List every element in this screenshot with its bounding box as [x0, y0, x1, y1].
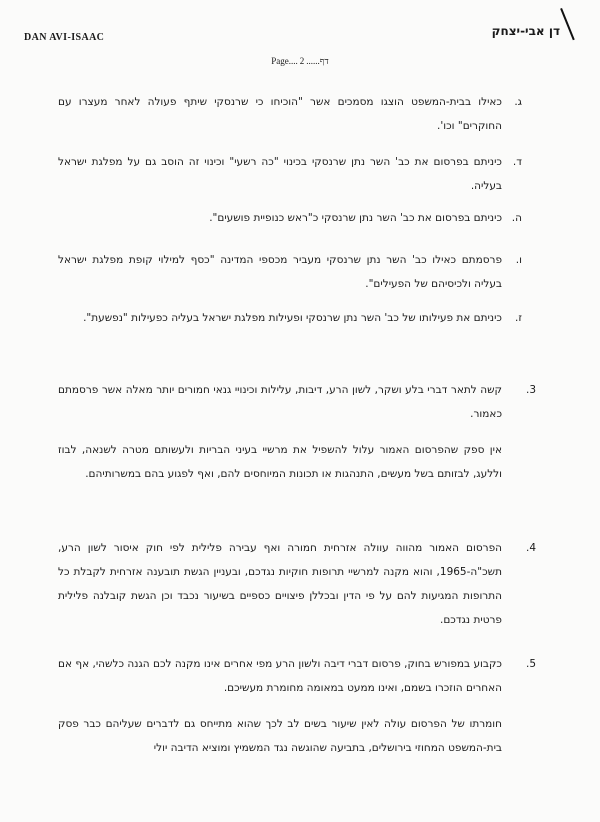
item-marker: ז. — [515, 312, 522, 324]
author-hebrew: דן אבי-יצחק — [491, 24, 560, 38]
section-text: הפרסום האמור מהווה עוולה אזרחית חמורה ואף עבירה פלילית לפי חוק איסור לשון הרע, תשכ"ה-1965, והוא מקנה למרשיי תרופות חוקיות נגדכם, ובעניין הגשת תובענה אזרחית לקבלת כל התרופות המגיעות להם על פי הדין ובכללן פיצויים כספיים בשיעור נכבד וכן הגשת קובלנה פלילית פרטית נגדכם. — [58, 542, 502, 626]
item-text: כיניתם בפרסום את כב' השר נתן שרנסקי בכינוי "כה רשעי" וכינוי זה הוסב גם על מפלגת ישראל בעליה. — [58, 156, 502, 192]
item-marker: ו. — [515, 254, 522, 266]
section-text: קשה לתאר דברי בלע ושקר, לשון הרע, דיבות, עלילות וכינויי גנאי חמורים יותר מאלה אשר פרסמתם כאמור. — [58, 384, 502, 420]
item-marker: ג. — [514, 96, 522, 108]
page-prefix: Page.... — [271, 56, 298, 66]
section-text: כקבוע במפורש בחוק, פרסום דברי דיבה ולשון הרע מפי אחרים אינו מקנה לכם הגנה כלשהי, אף אם האחרים הוזכרו בשמם, ואינו ממעט במאומה מחומרת מעשיכם. — [58, 658, 502, 694]
item-text: כיניתם את פעילותו של כב' השר נתן שרנסקי ופעילות מפלגת ישראל בעליה כפעילות "נפשעת". — [83, 312, 502, 324]
item-text: פרסמתם כאילו כב' השר נתן שרנסקי מעביר מכספי המדינה "כסף למילוי קופת מפלגת ישראל בעליה ולכיסיהם של הפעילים". — [58, 254, 502, 290]
item-text: כיניתם בפרסום את כב' השר נתן שרנסקי כ"ראש כנופיית פושעים". — [209, 212, 502, 224]
author-latin: DAN AVI-ISAAC — [24, 32, 105, 43]
item-marker: ד. — [512, 156, 522, 168]
section-number: 5. — [525, 658, 536, 670]
page-suffix: ......דף — [306, 56, 329, 66]
item-text: כאילו בבית-המשפט הוצגו מסמכים אשר "הוכיחו כי שרנסקי שיתף פעולה לאחר מעצרו עם החוקרים" וכו'. — [58, 96, 502, 132]
section-text: אין ספק שהפרסום האמור עלול להשפיל את מרשיי בעיני הבריות ולעשותם מטרה לשנאה, לבוז וללעג, לבזותם בשל מעשים, התנהגות או תכונות המיוחסים להם, ואף לפגוע בהם במשרותיהם. — [58, 444, 502, 480]
section-number: 4. — [525, 542, 536, 554]
item-marker: ה. — [511, 212, 522, 224]
section-text: חומרתו של הפרסום עולה לאין שיעור בשים לב לכך שהוא מתייחס גם לדברים שעליהם כבר פסק בית-המשפט המחוזי בירושלים, בתביעה שהוגשה נגד המשמיץ ומוציא הדיבה יולי — [58, 718, 502, 754]
page-number: 2 — [299, 56, 305, 66]
section-number: 3. — [525, 384, 536, 396]
page-number-line — [0, 56, 600, 66]
header-stroke — [560, 8, 575, 40]
